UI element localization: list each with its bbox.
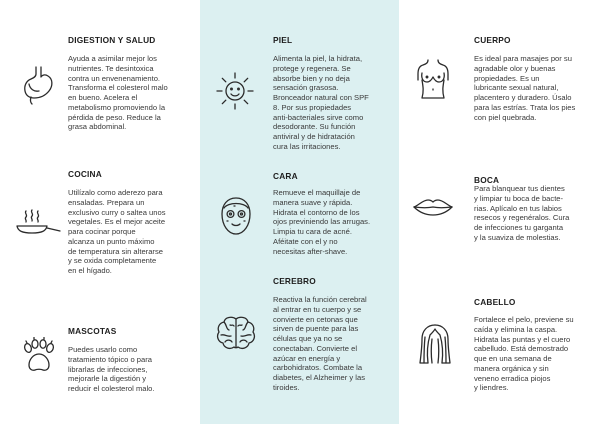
section-title: MASCOTAS	[68, 326, 117, 336]
paw-icon	[20, 337, 58, 377]
stomach-icon	[20, 64, 58, 106]
section-title: CUERPO	[474, 35, 511, 45]
brain-icon	[215, 315, 257, 351]
section-text: Utilízalo como aderezo para ensaladas. Prepara un exclusivo curry o saltea unos vegetales. Es el mejor aceite para cocinar porque alcanza un punto máximo de temperatura sin alterarse y se oxida completamente en el hígado.	[68, 188, 166, 275]
section-text: Fortalece el pelo, previene su caída y elimina la caspa. Hidrata las puntas y el cuero cabelludo. Está demostrado que en una semana de manera orgánica y sin veneno erradica piojos y liendres.	[474, 315, 574, 393]
section-text: Puedes usarlo como tratamiento tópico o para librarlas de infecciones, mejorarle la digestión y reducir el colesterol malo.	[68, 345, 155, 393]
section-text: Reactiva la función cerebral al entrar en tu cuerpo y se convierte en cetonas que sirven de puente para las células que ya no se conectaban. Convierte el azúcar en energía y carbohidratos. Combate la diabetes, el Alzheimer y las tiroides.	[273, 295, 367, 392]
section-title: BOCA	[474, 175, 500, 185]
section-title: CEREBRO	[273, 276, 316, 286]
section-title: DIGESTION Y SALUD	[68, 35, 156, 45]
section-title: PIEL	[273, 35, 293, 45]
section-title: CARA	[273, 171, 298, 181]
torso-icon	[415, 58, 451, 102]
hair-icon	[418, 323, 452, 367]
section-text: Es ideal para masajes por su agradable olor y buenas propiedades. Es un lubricante sexual natural, placentero y duradero. Úsalo para las estrías. Trata los pies con piel quebrada.	[474, 54, 576, 122]
section-text: Remueve el maquillaje de manera suave y rápida. Hidrata el contorno de los ojos previniendo las arrugas. Limpia tu cara de acné. Aféitate con el y no necesitas after-shave.	[273, 188, 371, 256]
section-title: COCINA	[68, 169, 102, 179]
section-title: CABELLO	[474, 297, 516, 307]
frying-pan-icon	[14, 207, 62, 237]
section-text: Para blanquear tus dientes y limpiar tu boca de bacte- rias. Aplícalo en tus labios resecos y regenéralos. Cura de infecciones tu garganta y la suaviza de molestias.	[474, 184, 570, 242]
section-text: Alimenta la piel, la hidrata, protege y regenera. Se absorbe bien y no deja sensación grasosa. Bronceador natural con SPF 8. Por sus propiedades anti-bacteriales sirve como desodorante. Su función antiviral y de hidratación cura las irritaciones.	[273, 54, 369, 151]
face-mask-icon	[218, 196, 254, 238]
sun-icon	[214, 70, 256, 112]
section-text: Ayuda a asimilar mejor los nutrientes. Te desintoxica contra un envenenamiento. Transforma el colesterol malo en bueno. Acelera el metabolismo promoviendo la pérdida de peso. Reduce la grasa abdominal.	[68, 54, 168, 132]
lips-icon	[412, 196, 454, 218]
